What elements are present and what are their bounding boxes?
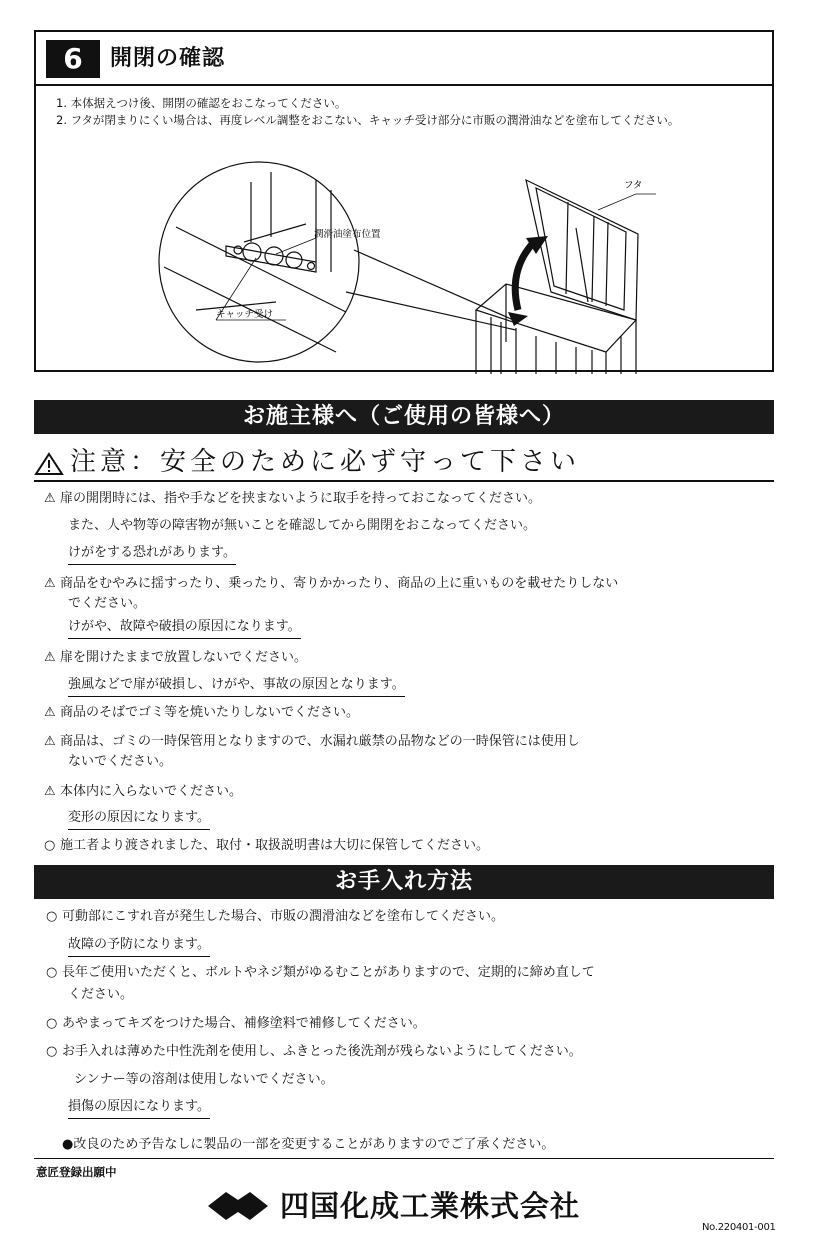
caution-warning-2: けがや、故障や破損の原因になります。 bbox=[68, 617, 301, 639]
caution-heading-text: 注意：安全のために必ず守って下さい bbox=[70, 447, 581, 477]
warning-triangle-icon: ⚠ bbox=[44, 576, 56, 591]
lid-callout: フタ bbox=[624, 180, 643, 191]
care-item-3: ○ あやまってキズをつけた場合、補修塗料で補修してください。 bbox=[46, 1014, 426, 1034]
keep-manual-item: ○ 施工者より渡されました、取付・取扱説明書は大切に保管してください。 bbox=[44, 836, 489, 856]
footer-note: ●改良のため予告なしに製品の一部を変更することがありますのでご了承ください。 bbox=[62, 1137, 555, 1152]
warning-triangle-icon: ⚠ bbox=[44, 650, 56, 665]
footer-divider bbox=[34, 1158, 774, 1159]
caution-item-1: ⚠ 扉の開閉時には、指や手などを挟まないように取手を持っておこなってください。 bbox=[44, 489, 541, 509]
caution-item-5: ⚠ 商品は、ゴミの一時保管用となりますので、水漏れ厳禁の品物などの一時保管には使用し bbox=[44, 732, 580, 752]
caution-item-1-line2: また、人や物等の障害物が無いことを確認してから開閉をおこなってください。 bbox=[68, 518, 537, 533]
caution-item-2-line2: でください。 bbox=[68, 596, 147, 611]
circle-bullet-icon: ○ bbox=[46, 965, 58, 980]
circle-bullet-icon: ○ bbox=[46, 1044, 58, 1059]
circle-bullet-icon: ○ bbox=[44, 838, 56, 853]
caution-item-4: ⚠ 商品のそばでゴミ等を焼いたりしないでください。 bbox=[44, 703, 359, 723]
caution-warning-3: 強風などで扉が破損し、けがや、事故の原因となります。 bbox=[68, 675, 405, 697]
owner-banner: お施主様へ（ご使用の皆様へ） bbox=[34, 400, 774, 434]
caution-heading bbox=[34, 444, 774, 482]
care-item-4-line2: シンナー等の溶剤は使用しないでください。 bbox=[74, 1072, 334, 1087]
catch-receiver-callout: キャッチ受け bbox=[216, 309, 274, 320]
company-name: 四国化成工業株式会社 bbox=[280, 1189, 581, 1223]
care-item-4: ○ お手入れは薄めた中性洗剤を使用し、ふきとった後洗剤が残らないようにしてください。 bbox=[46, 1042, 582, 1062]
document-number: No.220401-001 bbox=[702, 1222, 776, 1233]
caution-warning-6: 変形の原因になります。 bbox=[68, 808, 210, 830]
lubricant-position-callout: 潤滑油塗布位置 bbox=[314, 229, 381, 240]
warning-triangle-icon: ⚠ bbox=[44, 491, 56, 506]
caution-item-5-line2: ないでください。 bbox=[68, 754, 173, 769]
section-6-header bbox=[36, 32, 772, 86]
opening-check-illustration bbox=[156, 142, 656, 374]
care-note-1: 故障の予防になります。 bbox=[68, 935, 210, 957]
care-banner: お手入れ方法 bbox=[34, 865, 774, 899]
design-registration: 意匠登録出願中 bbox=[36, 1165, 117, 1179]
care-item-2: ○ 長年ご使用いただくと、ボルトやネジ類がゆるむことがありますので、定期的に締め直して bbox=[46, 963, 595, 983]
warning-triangle-icon bbox=[34, 452, 64, 476]
caution-item-6: ⚠ 本体内に入らないでください。 bbox=[44, 782, 242, 802]
caution-item-2: ⚠ 商品をむやみに揺すったり、乗ったり、寄りかかったり、商品の上に重いものを載せたりしない bbox=[44, 574, 618, 594]
section-6-box bbox=[34, 30, 774, 372]
care-note-4: 損傷の原因になります。 bbox=[68, 1097, 210, 1119]
section-number-badge: 6 bbox=[46, 40, 100, 78]
warning-triangle-icon: ⚠ bbox=[44, 705, 56, 720]
warning-triangle-icon: ⚠ bbox=[44, 734, 56, 749]
circle-bullet-icon: ○ bbox=[46, 909, 58, 924]
company-logo-icon bbox=[206, 1186, 270, 1226]
circle-bullet-icon: ○ bbox=[46, 1016, 58, 1031]
step-2: 2. フタが閉まりにくい場合は、再度レベル調整をおこない、キャッチ受け部分に市販の潤滑油などを塗布してください。 bbox=[56, 113, 680, 127]
section-6-title: 開閉の確認 bbox=[110, 46, 226, 71]
caution-warning-1: けがをする恐れがあります。 bbox=[68, 543, 236, 565]
caution-item-3: ⚠ 扉を開けたままで放置しないでください。 bbox=[44, 648, 307, 668]
warning-triangle-icon: ⚠ bbox=[44, 784, 56, 799]
care-item-2-line2: ください。 bbox=[68, 987, 134, 1002]
step-1: 1. 本体据えつけ後、開閉の確認をおこなってください。 bbox=[56, 96, 347, 110]
care-item-1: ○ 可動部にこすれ音が発生した場合、市販の潤滑油などを塗布してください。 bbox=[46, 907, 504, 927]
lid bbox=[526, 180, 638, 320]
